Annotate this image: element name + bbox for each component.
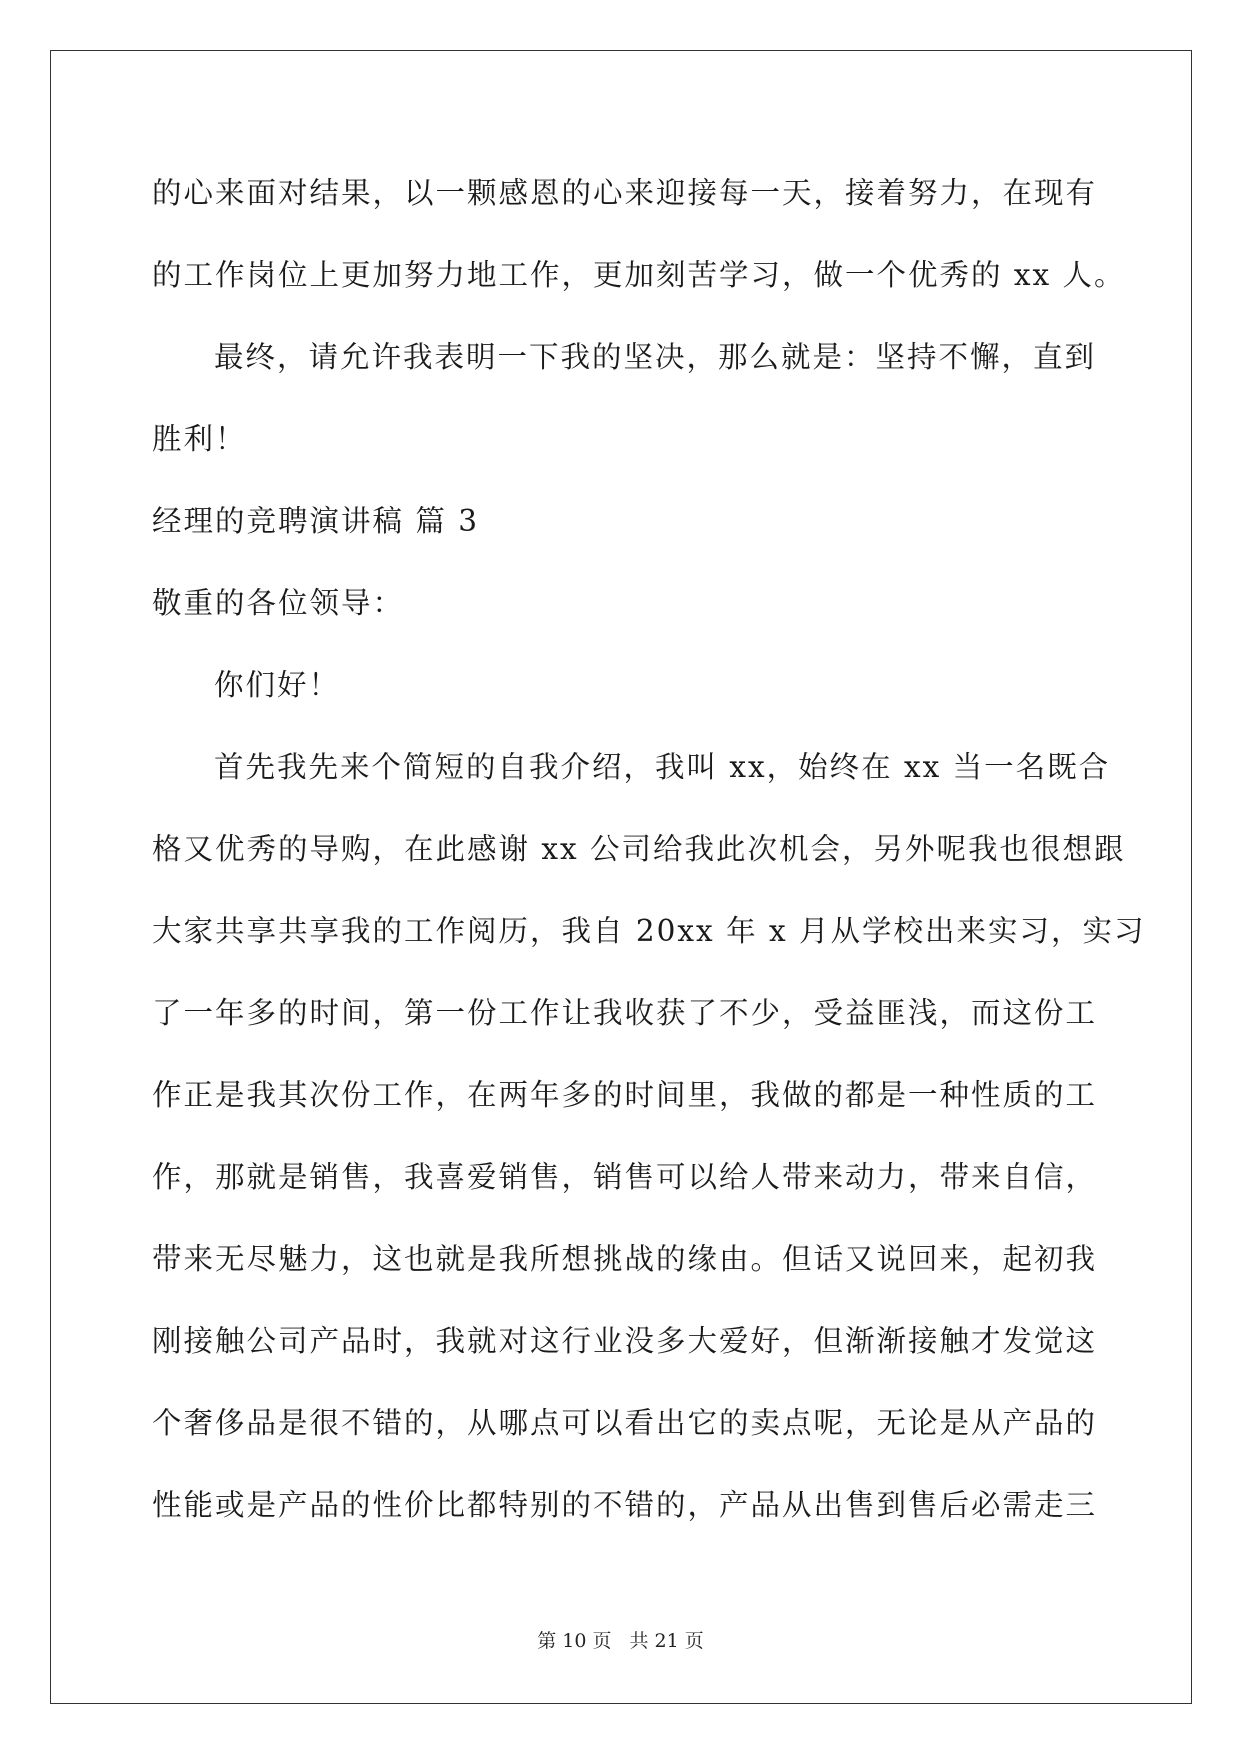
section-heading: 经理的竞聘演讲稿 篇 3 (152, 504, 480, 538)
paragraph-line: 胜利！ (152, 422, 247, 456)
salutation: 敬重的各位领导： (152, 586, 405, 620)
paragraph-line: 了一年多的时间，第一份工作让我收获了不少，受益匪浅，而这份工 (152, 996, 1098, 1030)
paragraph-line: 作正是我其次份工作，在两年多的时间里，我做的都是一种性质的工 (152, 1078, 1098, 1112)
paragraph-line: 带来无尽魅力，这也就是我所想挑战的缘由。但话又说回来，起初我 (152, 1242, 1098, 1276)
paragraph-line: 最终，请允许我表明一下我的坚决，那么就是：坚持不懈，直到 (214, 340, 1097, 374)
paragraph-line: 的心来面对结果，以一颗感恩的心来迎接每一天，接着努力，在现有 (152, 176, 1098, 210)
document-body (152, 163, 1146, 1557)
paragraph-line: 格又优秀的导购，在此感谢 xx 公司给我此次机会，另外呢我也很想跟 (152, 832, 1126, 866)
paragraph-line: 个奢侈品是很不错的，从哪点可以看出它的卖点呢，无论是从产品的 (152, 1406, 1098, 1440)
page-total: 共 21 页 (629, 1630, 704, 1652)
greeting: 你们好！ (214, 668, 341, 702)
paragraph-line: 作，那就是销售，我喜爱销售，销售可以给人带来动力，带来自信， (152, 1160, 1098, 1194)
paragraph-line: 的工作岗位上更加努力地工作，更加刻苦学习，做一个优秀的 xx 人。 (152, 258, 1126, 292)
page-footer (0, 1626, 1241, 1653)
paragraph-line: 刚接触公司产品时，我就对这行业没多大爱好，但渐渐接触才发觉这 (152, 1324, 1098, 1358)
paragraph-line: 性能或是产品的性价比都特别的不错的，产品从出售到售后必需走三 (152, 1488, 1098, 1522)
page-number: 第 10 页 (537, 1630, 612, 1652)
paragraph-line: 首先我先来个简短的自我介绍，我叫 xx，始终在 xx 当一名既合 (214, 750, 1111, 784)
paragraph-line: 大家共享共享我的工作阅历，我自 20xx 年 x 月从学校出来实习，实习 (152, 914, 1146, 948)
